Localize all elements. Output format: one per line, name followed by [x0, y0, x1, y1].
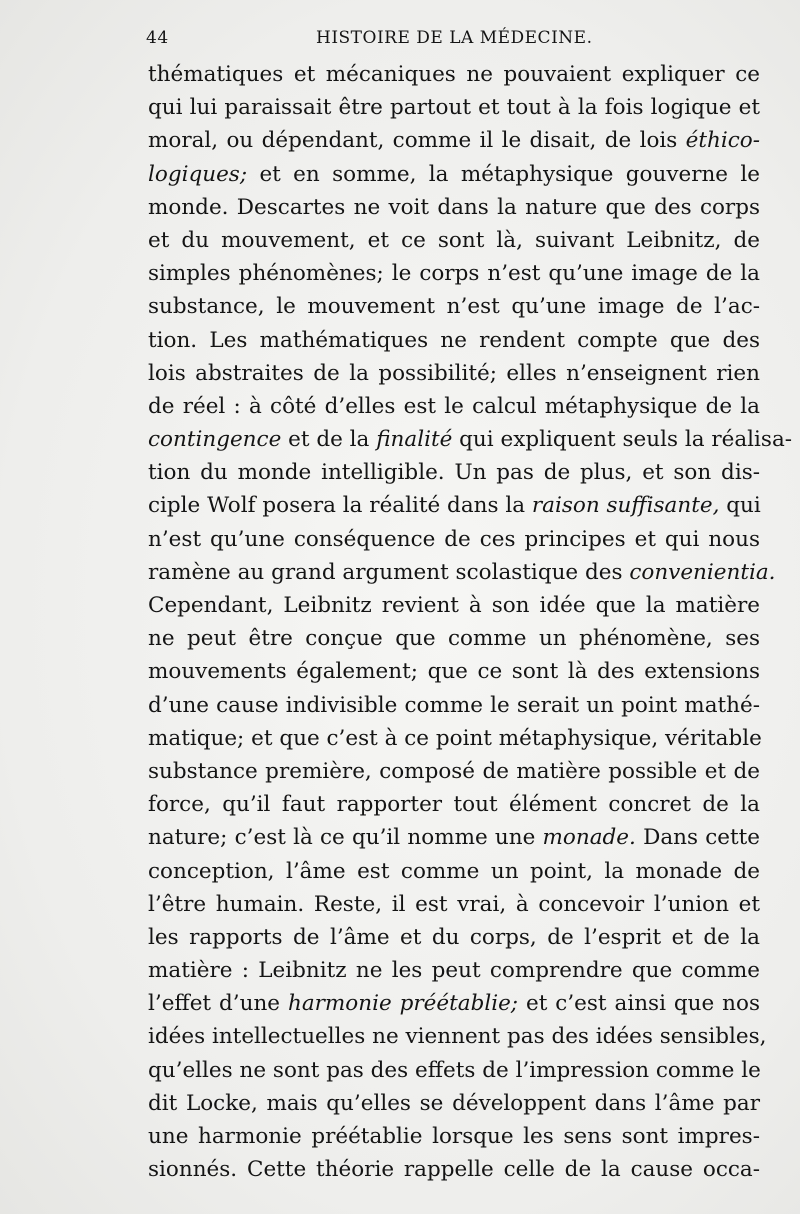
text-line: tion. Les mathématiques ne rendent compte que des	[148, 327, 760, 353]
page-number: 44	[146, 28, 169, 48]
running-title: HISTOIRE DE LA MÉDECINE.	[316, 28, 593, 48]
text-line: une harmonie préétablie lorsque les sens sont impres-	[148, 1124, 760, 1149]
italic-term: logiques;	[148, 161, 248, 187]
text-line: matière : Leibnitz ne les peut comprendre que comme	[148, 958, 760, 984]
italic-term: harmonie préétablie;	[287, 991, 519, 1017]
page-header	[146, 28, 766, 52]
body-text	[148, 58, 793, 1186]
text-line: monde. Descartes ne voit dans la nature que des corps	[148, 194, 760, 220]
text-line: substance première, composé de matière possible et de	[148, 758, 760, 784]
text-line: l’être humain. Reste, il est vrai, à concevoir l’union et	[148, 891, 760, 917]
text-line: d’une cause indivisible comme le serait un point mathé-	[148, 692, 760, 718]
text-line: qui lui paraissait être partout et tout à la fois logique et	[148, 95, 760, 121]
text-line: tion du monde intelligible. Un pas de plus, et son dis-	[148, 460, 760, 486]
text-line: nature; c’est là ce qu’il nomme une monade. Dans cette	[148, 825, 761, 851]
text-line: logiques; et en somme, la métaphysique gouverne le	[148, 161, 760, 187]
text-line: qu’elles ne sont pas des effets de l’impression comme le	[148, 1057, 761, 1083]
italic-term: raison suffisante,	[531, 493, 720, 519]
text-line: substance, le mouvement n’est qu’une image de l’ac-	[148, 294, 760, 320]
text-line: ne peut être conçue que comme un phénomène, ses	[148, 626, 760, 652]
text-line: dit Locke, mais qu’elles se développent dans l’âme par	[148, 1090, 760, 1116]
text-line: ramène au grand argument scolastique des convenientia.	[148, 559, 776, 585]
italic-term: monade.	[542, 825, 636, 851]
text-line: et du mouvement, et ce sont là, suivant Leibnitz, de	[148, 227, 760, 253]
text-line: lois abstraites de la possibilité; elles n’enseignent rien	[148, 360, 760, 386]
italic-term: convenientia.	[629, 559, 776, 585]
text-line: contingence et de la finalité qui expliquent seuls la réalisa-	[148, 427, 793, 453]
text-line: n’est qu’une conséquence de ces principes et qui nous	[148, 526, 760, 552]
text-line: mouvements également; que ce sont là des extensions	[148, 659, 760, 685]
italic-term: éthico-	[685, 128, 760, 154]
text-line: matique; et que c’est à ce point métaphysique, véritable	[148, 725, 762, 751]
text-line: Cependant, Leibnitz revient à son idée que la matière	[148, 593, 760, 618]
italic-term: contingence	[148, 427, 282, 453]
text-line: force, qu’il faut rapporter tout élément concret de la	[148, 792, 760, 818]
text-line: ciple Wolf posera la réalité dans la raison suffisante, qui	[148, 493, 761, 519]
text-line: de réel : à côté d’elles est le calcul métaphysique de la	[148, 393, 760, 419]
text-line: les rapports de l’âme et du corps, de l’esprit et de la	[148, 924, 760, 950]
text-line: conception, l’âme est comme un point, la monade de	[148, 858, 760, 884]
text-line: l’effet d’une harmonie préétablie; et c’est ainsi que nos	[148, 991, 760, 1017]
italic-term: finalité	[376, 427, 453, 453]
text-line: thématiques et mécaniques ne pouvaient expliquer ce	[148, 62, 760, 87]
text-line: simples phénomènes; le corps n’est qu’une image de la	[148, 261, 760, 287]
text-line: idées intellectuelles ne viennent pas des idées sensibles,	[148, 1024, 767, 1050]
text-line: moral, ou dépendant, comme il le disait, de lois éthico-	[148, 128, 760, 154]
text-line: sionnés. Cette théorie rappelle celle de la cause occa-	[148, 1157, 760, 1183]
